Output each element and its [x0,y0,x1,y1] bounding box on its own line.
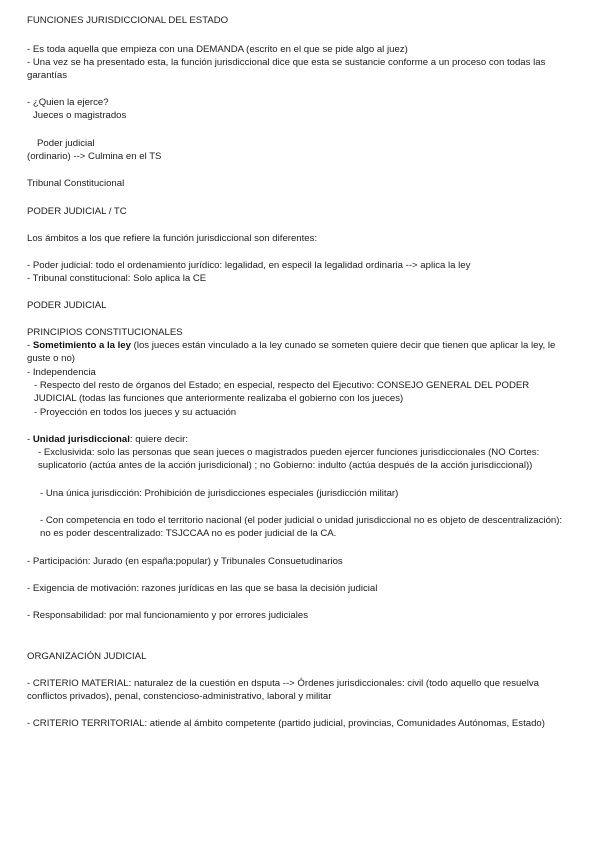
text-fragment: (los jueces están vinculado a la ley cunado se someten quiere decir que tienen que aplicar la ley, le guste o no) [27,340,556,364]
text-line: Poder judicial [37,138,95,149]
text-fragment: : quiere decir: [129,434,189,445]
text-line: - Una vez se ha presentado esta, la función jurisdiccional dice que esta se sustancie conforme a un proceso con todas las garantías [27,57,546,81]
text-line: Los ámbitos a los que refiere la función jurisdiccional son diferentes: [27,233,318,244]
text-line: - CRITERIO TERRITORIAL: atiende al ámbito competente (partido judicial, provincias, Comunidades Autónomas, Estado) [27,718,545,729]
text-line: - Poder judicial: todo el ordenamiento jurídico: legalidad, en especil la legalidad ordinaria --> aplica la ley [27,260,471,271]
text-line: - ¿Quien la ejerce? [27,97,109,108]
text-line: - Responsabilidad: por mal funcionamiento y por errores judiciales [27,610,309,621]
section-heading: PODER JUDICIAL [27,300,107,311]
bold-term: Unidad jurisdiccional [32,434,130,445]
text-line: Jueces o magistrados [33,110,127,121]
text-line: - Participación: Jurado (en españa:popular) y Tribunales Consuetudinarios [27,556,343,567]
text-line: - Es toda aquella que empieza con una DEMANDA (escrito en el que se pide algo al juez) [27,44,408,55]
text-fragment: - [27,340,33,351]
text-line: (ordinario) --> Culmina en el TS [27,151,162,162]
section-heading: ORGANIZACIÓN JUDICIAL [27,651,147,662]
bold-term: Sometimiento a la ley [32,340,131,351]
text-line: - Tribunal constitucional: Solo aplica la CE [27,273,207,284]
text-line: - Exigencia de motivación: razones jurídicas en las que se basa la decisión judicial [27,583,378,594]
text-line: - Con competencia en todo el territorio nacional (el poder judicial o unidad jurisdiccional no es objeto de descentralización): no es poder descentralizado: TSJCCAA no es poder judicial de la CA. [40,515,563,539]
text-line: - Exclusivida: solo las personas que sean jueces o magistrados pueden ejercer funciones jurisdiccionales (NO Cortes: suplicatorio (actúa antes de la acción jurisdicional) ; no Gobierno: indulto (actúa después de la acción jurisdiccional)) [38,447,540,471]
text-line: - CRITERIO MATERIAL: naturalez de la cuestión en dsputa --> Órdenes jurisdiccionales: civil (todo aquello que resuelva conflictos privados), penal, constencioso-administrativo, laboral y militar [27,678,539,702]
text-line [27,434,575,447]
section-heading: PRINCIPIOS CONSTITUCIONALES [27,327,183,338]
text-fragment: - [27,434,33,445]
text-line: Tribunal Constitucional [27,178,125,189]
text-line: - Respecto del resto de órganos del Estado; en especial, respecto del Ejecutivo: CONSEJO GENERAL DEL PODER JUDICIAL (todas las funciones que anteriormente realizaba el gobierno con los jueces) [34,380,530,404]
doc-title: FUNCIONES JURISDICCIONAL DEL ESTADO [27,15,229,26]
text-line: - Proyección en todos los jueces y su actuación [34,407,237,418]
text-line: - Independencia [27,367,96,378]
text-line: - Una única jurisdicción: Prohibición de jurisdicciones especiales (jurisdicción militar) [40,488,399,499]
section-heading: PODER JUDICIAL / TC [27,206,127,217]
text-line [27,340,575,365]
